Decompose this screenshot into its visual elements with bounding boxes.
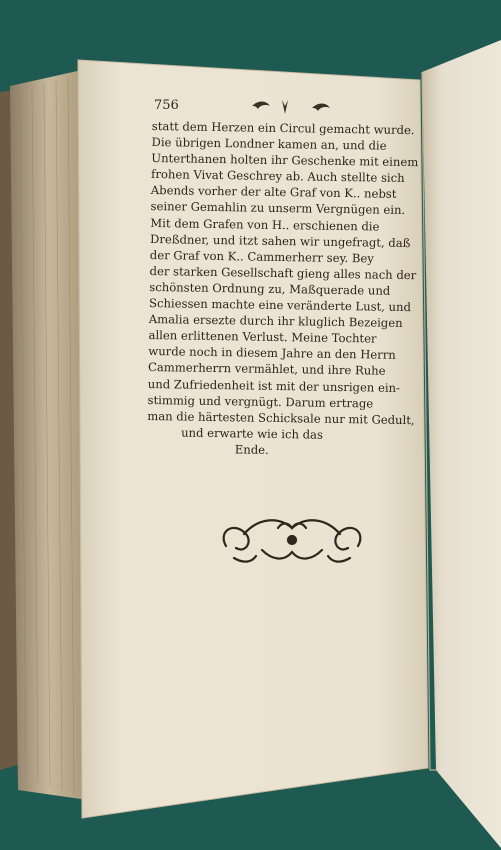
- text-line: Die übrigen Londner kamen an, und die: [151, 135, 387, 153]
- text-line: frohen Vivat Geschrey ab. Auch stellte sich: [151, 167, 405, 186]
- text-line: allen erlittenen Verlust. Meine Tochter: [148, 328, 377, 346]
- text-line: man die härtesten Schicksale nur mit Gedult,: [147, 408, 415, 427]
- text-line: und Zufriedenheit ist mit der unsrigen ein-: [147, 376, 401, 395]
- text-line: Unterthanen holten ihr Geschenke mit einem: [151, 151, 419, 170]
- text-line: der Graf von K.. Cammerherr sey. Bey: [149, 247, 374, 266]
- text-line: wurde noch in diesem Jahre an den Herrn: [148, 344, 396, 363]
- end-word: Ende.: [234, 442, 269, 457]
- text-line: der starken Gesellschaft gieng alles nach der: [149, 263, 417, 283]
- page-number: 756: [154, 98, 179, 113]
- text-line: Mit dem Grafen von H.. erschienen die: [150, 215, 380, 234]
- text-line: Dreßdner, und itzt sahen wir ungefragt, daß: [149, 231, 411, 250]
- text-line: Abends vorher der alte Graf von K.. nebst: [150, 183, 397, 202]
- text-line: stimmig und vergnügt. Darum ertrage: [147, 392, 374, 411]
- text-line: seiner Gemahlin zu unserm Vergnügen ein.: [150, 199, 406, 218]
- text-line: Amalia ersezte durch ihr kluglich Bezeigen: [148, 312, 403, 331]
- text-line: und erwarte wie ich das: [181, 425, 324, 442]
- text-line: statt dem Herzen ein Circul gemacht wurde.: [151, 118, 415, 138]
- text-line: Schiessen machte eine veränderte Lust, und: [148, 296, 412, 315]
- page-text: [147, 118, 419, 460]
- text-line: schönsten Ordnung zu, Maßquerade und: [149, 279, 391, 298]
- text-line: Cammerherrn vermählet, und ihre Ruhe: [147, 360, 386, 379]
